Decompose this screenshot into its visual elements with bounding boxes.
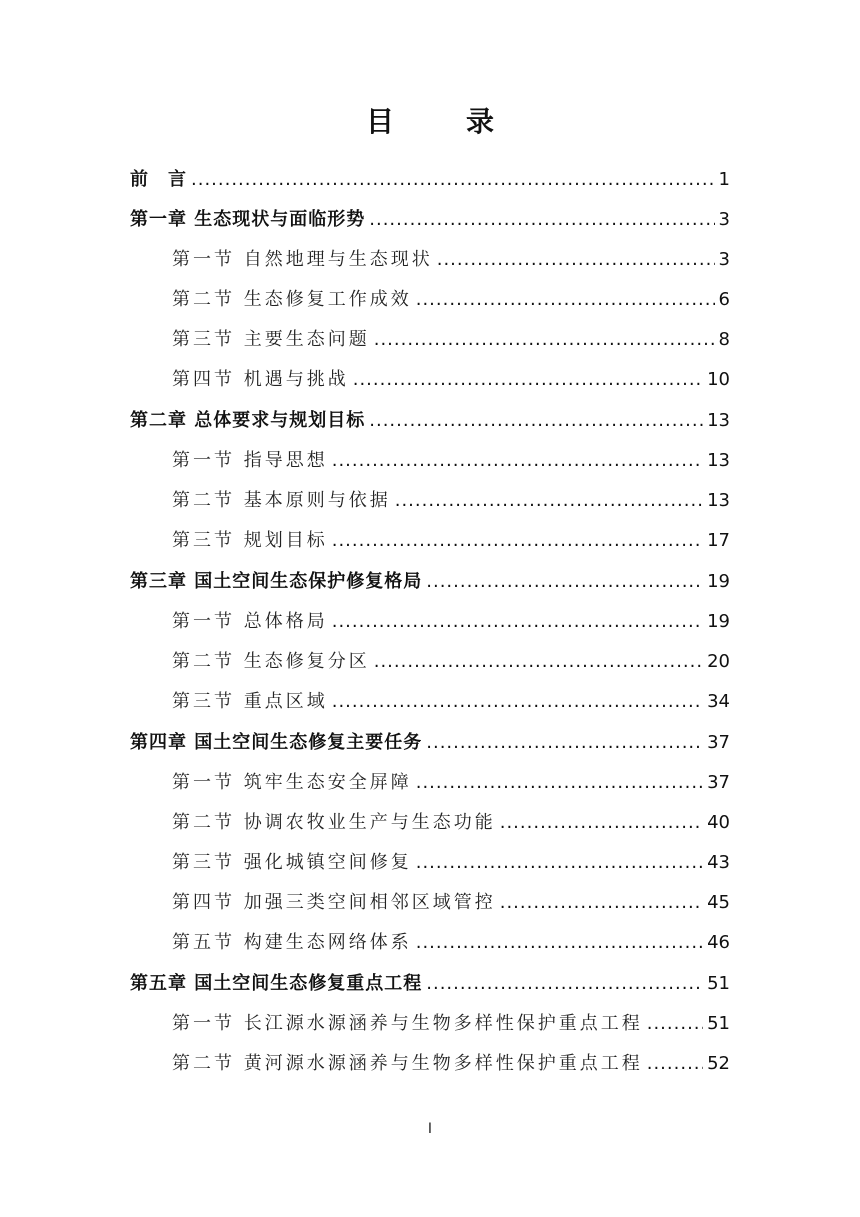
toc-entry-page: 20 xyxy=(707,651,730,672)
toc-entry-label: 第一节 指导思想 xyxy=(172,450,328,471)
toc-entry-page: 34 xyxy=(707,691,730,712)
toc-entry-page: 51 xyxy=(707,1013,730,1034)
toc-dot-leader xyxy=(647,1044,703,1084)
toc-dot-leader xyxy=(426,963,703,1004)
toc-dot-leader xyxy=(395,481,703,521)
toc-dot-leader xyxy=(374,320,715,360)
toc-entry-label: 第一节 筑牢生态安全屏障 xyxy=(172,772,412,793)
toc-entry-section[interactable] xyxy=(130,1004,730,1044)
toc-entry-chapter-4[interactable] xyxy=(130,722,730,763)
toc-entry-chapter-5[interactable] xyxy=(130,963,730,1004)
toc-dot-leader xyxy=(369,199,714,240)
toc-entry-label: 第四节 加强三类空间相邻区域管控 xyxy=(172,892,496,913)
page-number: I xyxy=(427,1121,433,1137)
toc-entry-label: 第四节 机遇与挑战 xyxy=(172,369,349,390)
toc-entry-label: 第三节 规划目标 xyxy=(172,530,328,551)
toc-dot-leader xyxy=(374,642,703,682)
toc-entry-page: 43 xyxy=(707,852,730,873)
toc-entry-page: 19 xyxy=(707,571,730,592)
toc-entry-section[interactable] xyxy=(130,883,730,923)
toc-dot-leader xyxy=(416,923,703,963)
toc-dot-leader xyxy=(500,883,703,923)
toc-entry-page: 19 xyxy=(707,611,730,632)
toc-entry-page: 10 xyxy=(707,369,730,390)
toc-entry-page: 46 xyxy=(707,932,730,953)
toc-entry-section[interactable] xyxy=(130,1044,730,1084)
toc-entry-page: 8 xyxy=(718,329,730,350)
toc-entry-chapter-3[interactable] xyxy=(130,561,730,602)
toc-entry-page: 40 xyxy=(707,812,730,833)
toc-dot-leader xyxy=(416,763,703,803)
toc-entry-label: 第二节 黄河源水源涵养与生物多样性保护重点工程 xyxy=(172,1053,643,1074)
toc-dot-leader xyxy=(353,360,703,400)
toc-entry-section[interactable] xyxy=(130,803,730,843)
toc-dot-leader xyxy=(332,682,703,722)
toc-entry-chapter-2[interactable] xyxy=(130,400,730,441)
toc-dot-leader xyxy=(437,240,715,280)
toc-dot-leader xyxy=(416,280,715,320)
toc-entry-preface[interactable] xyxy=(130,161,730,199)
toc-entry-section[interactable] xyxy=(130,763,730,803)
toc-entry-page: 45 xyxy=(707,892,730,913)
toc-entry-page: 1 xyxy=(718,169,730,190)
toc-dot-leader xyxy=(191,161,715,199)
toc-entry-section[interactable] xyxy=(130,320,730,360)
toc-dot-leader xyxy=(332,521,703,561)
toc-entry-section[interactable] xyxy=(130,923,730,963)
toc-entry-label: 第三节 重点区域 xyxy=(172,691,328,712)
toc-entry-label: 第三节 主要生态问题 xyxy=(172,329,370,350)
toc-entry-section[interactable] xyxy=(130,843,730,883)
toc-entry-label: 第二节 协调农牧业生产与生态功能 xyxy=(172,812,496,833)
toc-entry-label: 第一节 自然地理与生态现状 xyxy=(172,249,433,270)
toc-dot-leader xyxy=(369,400,703,441)
toc-dot-leader xyxy=(416,843,703,883)
toc-entry-label: 第四章 国土空间生态修复主要任务 xyxy=(130,732,423,753)
toc-entry-label: 第三章 国土空间生态保护修复格局 xyxy=(130,571,423,592)
toc-entry-section[interactable] xyxy=(130,441,730,481)
toc-entry-page: 3 xyxy=(718,209,730,230)
toc-entry-page: 13 xyxy=(707,450,730,471)
toc-entry-label: 第一节 长江源水源涵养与生物多样性保护重点工程 xyxy=(172,1013,643,1034)
toc-entry-page: 13 xyxy=(707,410,730,431)
toc-entry-label: 第二节 生态修复分区 xyxy=(172,651,370,672)
toc-entry-page: 17 xyxy=(707,530,730,551)
toc-entry-section[interactable] xyxy=(130,481,730,521)
toc-entry-label: 第二章 总体要求与规划目标 xyxy=(130,410,366,431)
toc-entry-page: 52 xyxy=(707,1053,730,1074)
toc-entry-label: 第一节 总体格局 xyxy=(172,611,328,632)
toc-dot-leader xyxy=(426,561,703,602)
toc-entry-label: 第二节 生态修复工作成效 xyxy=(172,289,412,310)
toc-entry-page: 13 xyxy=(707,490,730,511)
toc-dot-leader xyxy=(332,441,703,481)
toc-entry-label: 第三节 强化城镇空间修复 xyxy=(172,852,412,873)
table-of-contents xyxy=(130,161,730,1084)
toc-entry-section[interactable] xyxy=(130,521,730,561)
toc-entry-section[interactable] xyxy=(130,280,730,320)
toc-entry-section[interactable] xyxy=(130,602,730,642)
toc-entry-section[interactable] xyxy=(130,682,730,722)
toc-entry-section[interactable] xyxy=(130,642,730,682)
toc-dot-leader xyxy=(647,1004,703,1044)
toc-entry-section[interactable] xyxy=(130,240,730,280)
toc-entry-page: 37 xyxy=(707,732,730,753)
toc-entry-label: 第一章 生态现状与面临形势 xyxy=(130,209,366,230)
toc-entry-chapter-1[interactable] xyxy=(130,199,730,240)
toc-entry-page: 37 xyxy=(707,772,730,793)
toc-entry-label: 第五章 国土空间生态修复重点工程 xyxy=(130,973,423,994)
toc-entry-section[interactable] xyxy=(130,360,730,400)
toc-entry-label: 前 言 xyxy=(130,169,187,190)
toc-entry-page: 3 xyxy=(718,249,730,270)
toc-dot-leader xyxy=(332,602,703,642)
toc-entry-page: 6 xyxy=(718,289,730,310)
toc-entry-page: 51 xyxy=(707,973,730,994)
toc-entry-label: 第五节 构建生态网络体系 xyxy=(172,932,412,953)
toc-entry-label: 第二节 基本原则与依据 xyxy=(172,490,391,511)
page-title: 目 录 xyxy=(365,105,516,138)
toc-dot-leader xyxy=(426,722,703,763)
toc-dot-leader xyxy=(500,803,703,843)
